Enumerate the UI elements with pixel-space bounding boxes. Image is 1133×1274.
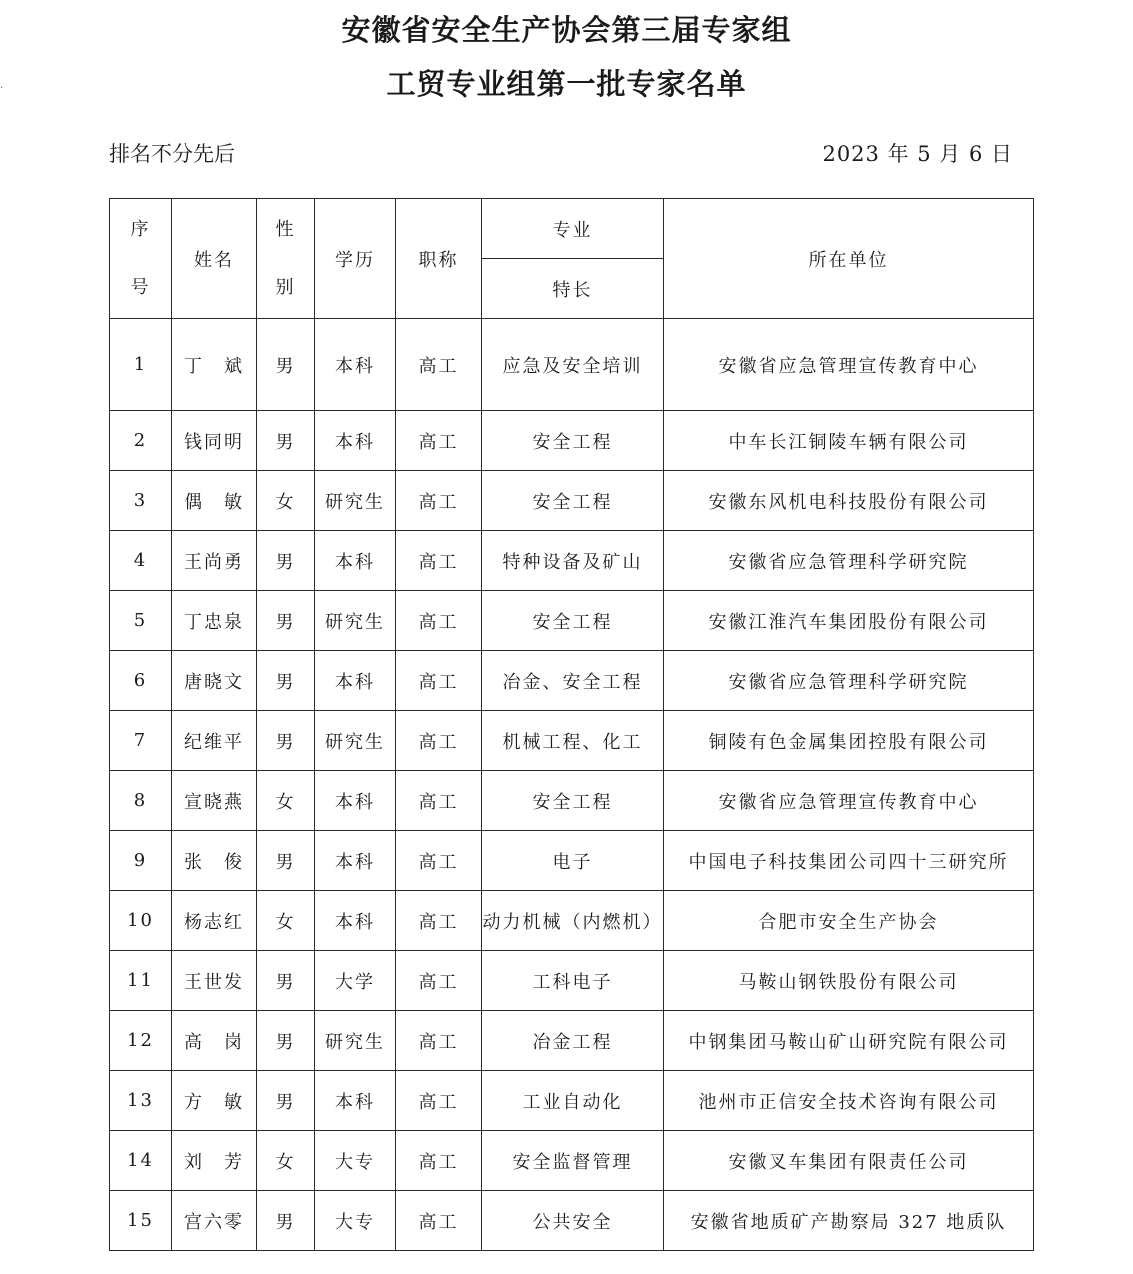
cell-gender: 男	[257, 319, 315, 411]
header-gender-bottom: 别	[275, 276, 296, 298]
cell-unit: 铜陵有色金属集团控股有限公司	[664, 711, 1034, 771]
table-row	[110, 771, 1034, 831]
cell-gender: 男	[257, 1071, 315, 1131]
cell-specialty: 冶金、安全工程	[482, 651, 664, 711]
cell-name: 王尚勇	[172, 531, 257, 591]
header-title: 职称	[396, 199, 482, 319]
cell-gender: 男	[257, 951, 315, 1011]
cell-education: 大专	[315, 1131, 396, 1191]
cell-education: 研究生	[315, 1011, 396, 1071]
cell-specialty: 机械工程、化工	[482, 711, 664, 771]
cell-unit: 中钢集团马鞍山矿山研究院有限公司	[664, 1011, 1034, 1071]
ranking-note: 排名不分先后	[109, 142, 235, 166]
cell-no: 1	[110, 319, 172, 411]
cell-title: 高工	[396, 651, 482, 711]
cell-name: 刘 芳	[172, 1131, 257, 1191]
header-gender-top: 性	[275, 218, 296, 240]
document-title-line1: 安徽省安全生产协会第三届专家组	[341, 13, 792, 47]
cell-title: 高工	[396, 531, 482, 591]
table-row	[110, 891, 1034, 951]
cell-education: 本科	[315, 531, 396, 591]
cell-education: 大学	[315, 951, 396, 1011]
cell-title: 高工	[396, 471, 482, 531]
cell-gender: 男	[257, 591, 315, 651]
cell-no: 11	[110, 951, 172, 1011]
cell-name: 杨志红	[172, 891, 257, 951]
table-row	[110, 531, 1034, 591]
cell-unit: 安徽省应急管理宣传教育中心	[664, 771, 1034, 831]
header-index-bottom: 号	[130, 276, 151, 298]
header-specialty: 特长	[482, 259, 664, 319]
cell-no: 14	[110, 1131, 172, 1191]
cell-specialty: 安全工程	[482, 591, 664, 651]
table-row	[110, 591, 1034, 651]
table-row	[110, 1191, 1034, 1251]
table-row	[110, 1071, 1034, 1131]
cell-gender: 男	[257, 1191, 315, 1251]
header-name: 姓名	[172, 199, 257, 319]
cell-name: 方 敏	[172, 1071, 257, 1131]
cell-title: 高工	[396, 831, 482, 891]
cell-name: 钱同明	[172, 411, 257, 471]
cell-title: 高工	[396, 711, 482, 771]
document-date: 2023 年 5 月 6 日	[822, 142, 1013, 166]
cell-title: 高工	[396, 1011, 482, 1071]
cell-education: 本科	[315, 319, 396, 411]
cell-name: 高 岗	[172, 1011, 257, 1071]
expert-roster-table	[109, 198, 1034, 1251]
cell-no: 12	[110, 1011, 172, 1071]
cell-education: 大专	[315, 1191, 396, 1251]
cell-name: 宣晓燕	[172, 771, 257, 831]
table-row	[110, 951, 1034, 1011]
cell-unit: 中车长江铜陵车辆有限公司	[664, 411, 1034, 471]
cell-gender: 男	[257, 651, 315, 711]
cell-specialty: 应急及安全培训	[482, 319, 664, 411]
cell-gender: 女	[257, 1131, 315, 1191]
header-major: 专业	[482, 199, 664, 259]
cell-specialty: 安全工程	[482, 471, 664, 531]
cell-unit: 安徽省地质矿产勘察局 327 地质队	[664, 1191, 1034, 1251]
cell-specialty: 电子	[482, 831, 664, 891]
cell-unit: 安徽东风机电科技股份有限公司	[664, 471, 1034, 531]
header-index-top: 序	[130, 218, 151, 240]
table-row	[110, 471, 1034, 531]
table-row	[110, 1011, 1034, 1071]
table-row	[110, 651, 1034, 711]
edge-mark: .	[0, 80, 4, 91]
document-title-line2: 工贸专业组第一批专家名单	[386, 67, 747, 101]
cell-specialty: 工业自动化	[482, 1071, 664, 1131]
cell-education: 本科	[315, 771, 396, 831]
cell-title: 高工	[396, 951, 482, 1011]
cell-unit: 合肥市安全生产协会	[664, 891, 1034, 951]
cell-education: 本科	[315, 891, 396, 951]
cell-unit: 安徽省应急管理宣传教育中心	[664, 319, 1034, 411]
cell-no: 6	[110, 651, 172, 711]
header-education: 学历	[315, 199, 396, 319]
cell-specialty: 安全工程	[482, 411, 664, 471]
table-header-row	[110, 199, 1034, 259]
cell-specialty: 冶金工程	[482, 1011, 664, 1071]
cell-title: 高工	[396, 319, 482, 411]
cell-gender: 男	[257, 1011, 315, 1071]
cell-education: 研究生	[315, 591, 396, 651]
table-row	[110, 1131, 1034, 1191]
cell-specialty: 工科电子	[482, 951, 664, 1011]
cell-title: 高工	[396, 411, 482, 471]
cell-unit: 安徽省应急管理科学研究院	[664, 651, 1034, 711]
cell-unit: 安徽省应急管理科学研究院	[664, 531, 1034, 591]
table-row	[110, 711, 1034, 771]
cell-no: 13	[110, 1071, 172, 1131]
cell-education: 本科	[315, 1071, 396, 1131]
cell-no: 2	[110, 411, 172, 471]
cell-specialty: 特种设备及矿山	[482, 531, 664, 591]
cell-gender: 女	[257, 771, 315, 831]
cell-no: 3	[110, 471, 172, 531]
cell-title: 高工	[396, 1071, 482, 1131]
cell-no: 9	[110, 831, 172, 891]
cell-specialty: 公共安全	[482, 1191, 664, 1251]
cell-gender: 女	[257, 471, 315, 531]
cell-name: 偶 敏	[172, 471, 257, 531]
header-gender	[257, 199, 315, 319]
cell-unit: 安徽叉车集团有限责任公司	[664, 1131, 1034, 1191]
cell-gender: 男	[257, 711, 315, 771]
cell-unit: 安徽江淮汽车集团股份有限公司	[664, 591, 1034, 651]
cell-gender: 女	[257, 891, 315, 951]
cell-specialty: 安全监督管理	[482, 1131, 664, 1191]
cell-no: 10	[110, 891, 172, 951]
cell-name: 丁忠泉	[172, 591, 257, 651]
cell-gender: 男	[257, 531, 315, 591]
cell-title: 高工	[396, 771, 482, 831]
cell-name: 宫六零	[172, 1191, 257, 1251]
cell-unit: 池州市正信安全技术咨询有限公司	[664, 1071, 1034, 1131]
cell-specialty: 动力机械（内燃机）	[482, 891, 664, 951]
cell-education: 本科	[315, 651, 396, 711]
cell-title: 高工	[396, 1131, 482, 1191]
cell-education: 研究生	[315, 471, 396, 531]
cell-no: 4	[110, 531, 172, 591]
cell-name: 张 俊	[172, 831, 257, 891]
cell-education: 本科	[315, 411, 396, 471]
header-index	[110, 199, 172, 319]
cell-name: 丁 斌	[172, 319, 257, 411]
cell-name: 纪维平	[172, 711, 257, 771]
cell-unit: 马鞍山钢铁股份有限公司	[664, 951, 1034, 1011]
cell-specialty: 安全工程	[482, 771, 664, 831]
cell-no: 8	[110, 771, 172, 831]
cell-no: 7	[110, 711, 172, 771]
table-row	[110, 411, 1034, 471]
cell-name: 王世发	[172, 951, 257, 1011]
cell-title: 高工	[396, 891, 482, 951]
cell-education: 研究生	[315, 711, 396, 771]
cell-no: 5	[110, 591, 172, 651]
cell-education: 本科	[315, 831, 396, 891]
table-row	[110, 319, 1034, 411]
cell-gender: 男	[257, 831, 315, 891]
header-unit: 所在单位	[664, 199, 1034, 319]
cell-name: 唐晓文	[172, 651, 257, 711]
cell-title: 高工	[396, 591, 482, 651]
cell-title: 高工	[396, 1191, 482, 1251]
cell-unit: 中国电子科技集团公司四十三研究所	[664, 831, 1034, 891]
cell-gender: 男	[257, 411, 315, 471]
table-row	[110, 831, 1034, 891]
cell-no: 15	[110, 1191, 172, 1251]
